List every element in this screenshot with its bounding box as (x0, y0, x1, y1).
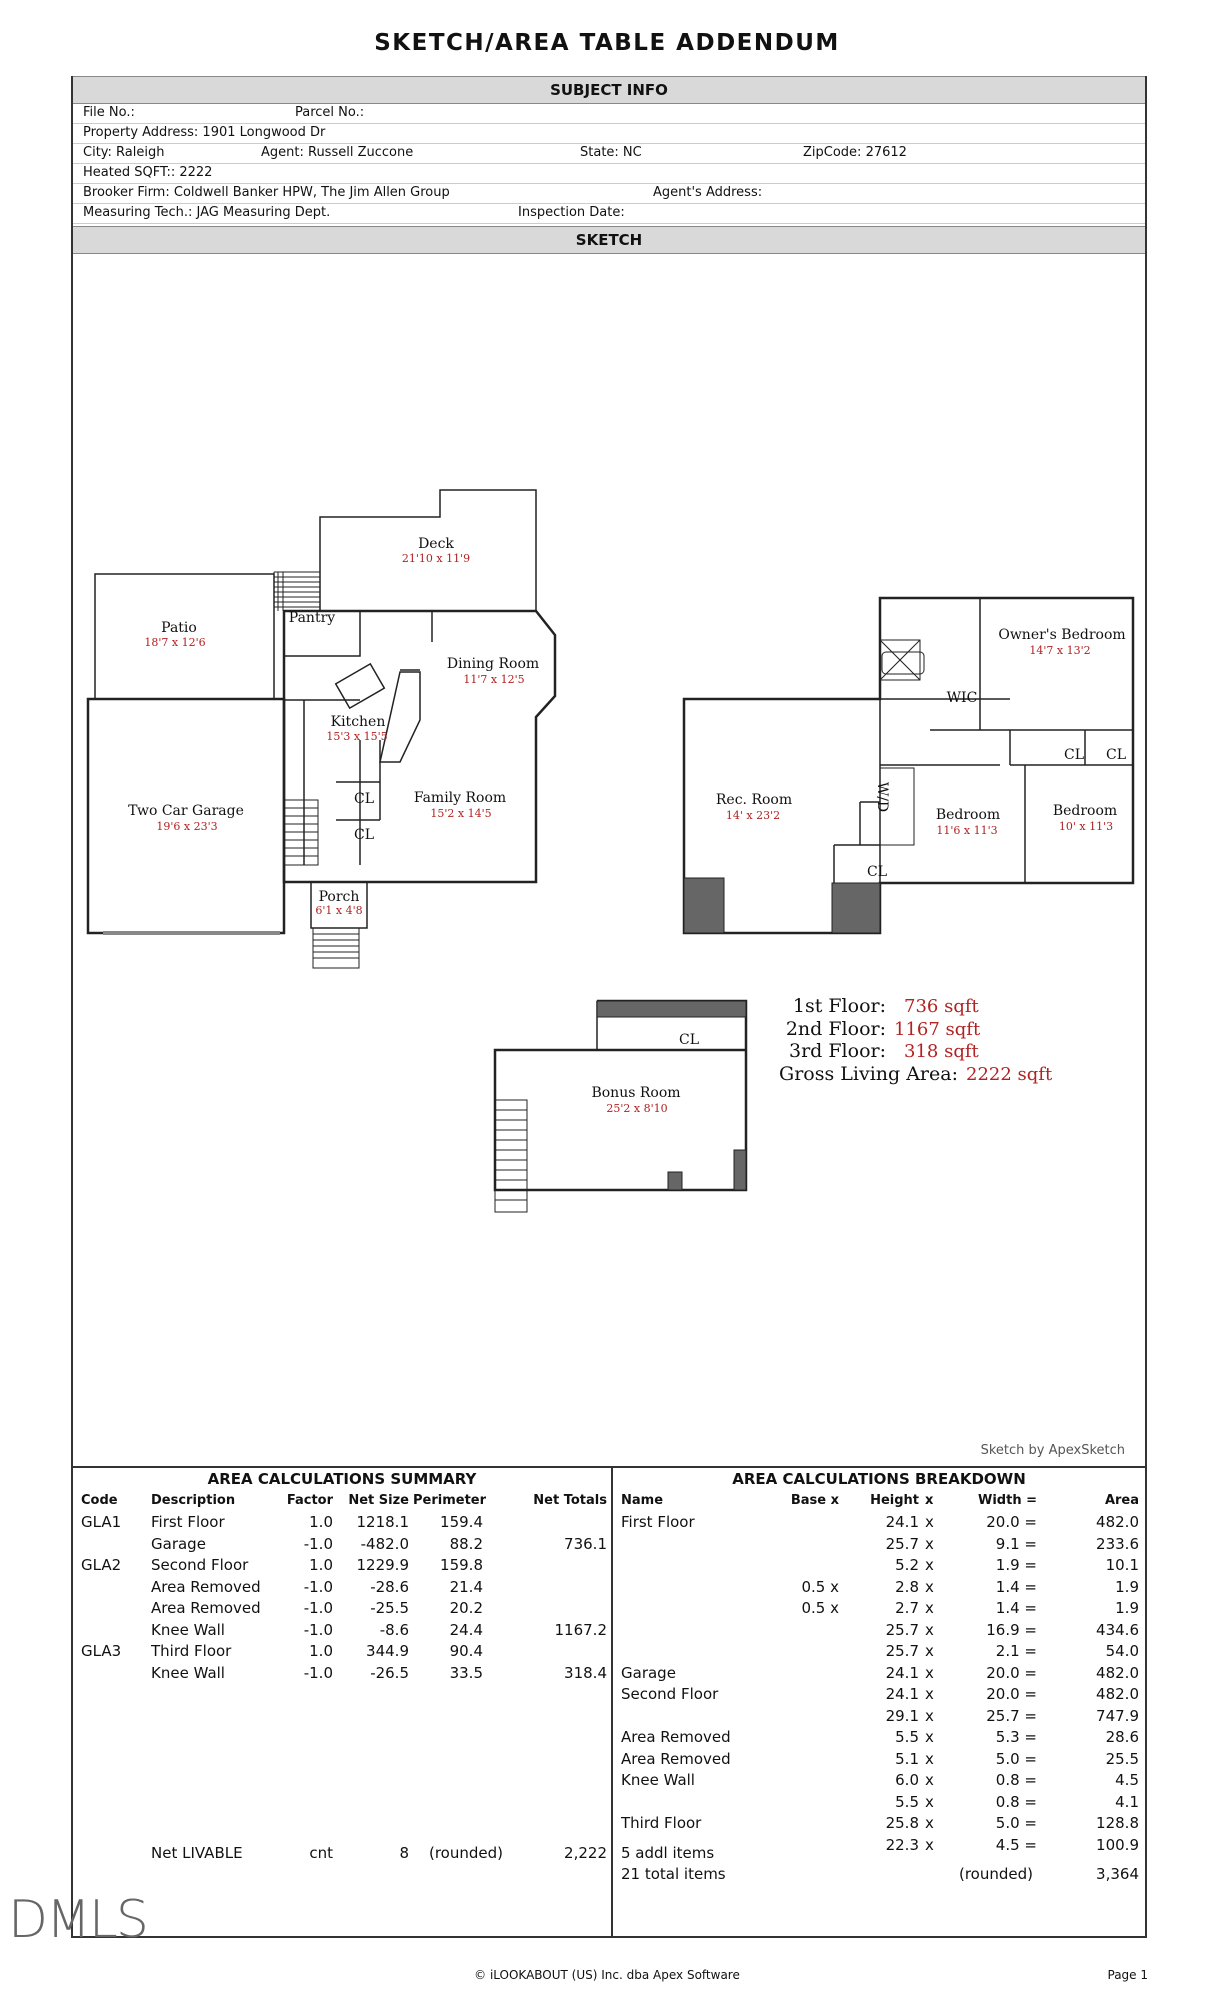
summary-cell: 24.4 (449, 1620, 483, 1639)
breakdown-cell: 25.7 (885, 1642, 919, 1660)
legend-second-floor-label: 2nd Floor: (785, 1018, 886, 1040)
summary-cell: Area Removed (151, 1599, 261, 1617)
agents-address: Agent's Address: (653, 185, 763, 200)
breakdown-cell: 9.1 = (995, 1534, 1037, 1553)
breakdown-header-area: Area (1104, 1493, 1139, 1508)
bedroom-1-dimensions: 11'6 x 11'3 (936, 824, 998, 837)
net-livable-total: 2,222 (564, 1844, 607, 1862)
breakdown-cell: 747.9 (1096, 1706, 1139, 1725)
breakdown-cell: x (925, 1577, 934, 1596)
kitchen-dimensions: 15'3 x 15'5 (326, 730, 388, 743)
breakdown-cell: 25.8 (885, 1814, 919, 1832)
state: State: NC (580, 145, 642, 160)
info-row-city (73, 143, 1145, 164)
summary-header-1: Description (151, 1493, 236, 1508)
legend-gla-label: Gross Living Area: (779, 1063, 958, 1085)
legend-first-floor-value: 736 sqft (904, 996, 979, 1017)
breakdown-cell: 54.0 (1105, 1642, 1139, 1660)
family-room-dimensions: 15'2 x 14'5 (430, 807, 492, 820)
breakdown-cell: 0.8 = (995, 1771, 1037, 1789)
summary-cell: 1229.9 (356, 1556, 409, 1574)
net-livable-rounded: (rounded) (428, 1844, 503, 1862)
summary-cell: -8.6 (379, 1620, 409, 1639)
area-summary-table (71, 1466, 613, 1938)
interior-stairs (284, 800, 318, 865)
legend-first-floor-label: 1st Floor: (792, 995, 886, 1017)
summary-cell: 736.1 (564, 1534, 607, 1553)
deck-label: Deck (418, 536, 454, 552)
floor-plan-sketch (73, 256, 1145, 1466)
summary-header-3: Net Size (348, 1493, 409, 1508)
garage-label: Two Car Garage (128, 803, 244, 819)
breakdown-cell: 25.7 (885, 1534, 919, 1553)
summary-cell: 1167.2 (554, 1620, 607, 1639)
summary-cell: Area Removed (151, 1577, 261, 1596)
summary-cell: 21.4 (449, 1577, 483, 1596)
summary-cell: First Floor (151, 1513, 225, 1531)
summary-cell: 159.4 (440, 1513, 483, 1531)
breakdown-cell: 22.3 (885, 1835, 919, 1854)
parcel-no: Parcel No.: (295, 105, 365, 120)
bonus-room-label: Bonus Room (591, 1085, 681, 1101)
zip-code: ZipCode: 27612 (803, 145, 907, 160)
info-row-address (73, 123, 1145, 144)
breakdown-cell: x (925, 1620, 934, 1639)
breakdown-title: AREA CALCULATIONS BREAKDOWN (732, 1470, 1026, 1488)
bedroom-1-label: Bedroom (935, 807, 1001, 823)
closet-label-3: CL (1063, 747, 1085, 763)
info-row-broker (73, 183, 1145, 204)
breakdown-cell: 16.9 = (986, 1620, 1037, 1639)
summary-cell: Knee Wall (151, 1620, 225, 1639)
closet-label-2: CL (353, 827, 375, 843)
breakdown-cell: 25.5 (1105, 1749, 1139, 1768)
info-row-file (73, 103, 1145, 124)
summary-cell: 33.5 (449, 1663, 483, 1682)
summary-cell: 1.0 (309, 1642, 333, 1660)
summary-cell: 159.8 (440, 1556, 483, 1574)
breakdown-cell: 1.9 = (995, 1556, 1037, 1574)
breakdown-cell: x (925, 1599, 934, 1617)
summary-cell: 90.4 (449, 1642, 483, 1660)
breakdown-cell: 25.7 = (986, 1706, 1037, 1725)
breakdown-cell: 20.0 = (986, 1685, 1037, 1703)
breakdown-cell: 20.0 = (986, 1663, 1037, 1682)
summary-cell: Knee Wall (151, 1663, 225, 1682)
breakdown-cell: x (925, 1749, 934, 1768)
deck-dimensions: 21'10 x 11'9 (401, 552, 471, 565)
owners-bedroom-dimensions: 14'7 x 13'2 (1029, 644, 1091, 657)
breakdown-cell: 2.8 (895, 1577, 919, 1596)
breakdown-cell: 2.7 (895, 1599, 919, 1617)
summary-cell: -1.0 (303, 1620, 333, 1639)
breakdown-cell: 1.9 (1115, 1599, 1139, 1617)
summary-cell: -25.5 (370, 1599, 409, 1617)
summary-cell: Garage (151, 1534, 206, 1553)
breakdown-cell: 20.0 = (986, 1513, 1037, 1531)
breakdown-cell: Garage (621, 1663, 676, 1682)
city: City: Raleigh (83, 145, 165, 160)
breakdown-cell: 100.9 (1096, 1835, 1139, 1854)
summary-header-2: Factor (286, 1493, 333, 1508)
summary-cell: 1.0 (309, 1556, 333, 1574)
pantry-label: Pantry (288, 610, 336, 626)
measuring-tech: Measuring Tech.: JAG Measuring Dept. (83, 205, 331, 220)
breakdown-cell: 482.0 (1096, 1685, 1139, 1703)
breakdown-cell: 5.2 (895, 1556, 919, 1574)
breakdown-rounded: (rounded) (958, 1865, 1033, 1883)
breakdown-cell: 5.1 (895, 1749, 919, 1768)
breakdown-cell: 4.5 = (995, 1835, 1037, 1854)
summary-cell: 20.2 (449, 1599, 483, 1617)
summary-cell: GLA1 (81, 1513, 122, 1531)
breakdown-cell: x (925, 1642, 934, 1660)
legend-second-floor-value: 1167 sqft (894, 1019, 981, 1040)
breakdown-cell: 28.6 (1105, 1728, 1139, 1746)
porch-dimensions: 6'1 x 4'8 (315, 904, 363, 917)
breakdown-cell: 0.5 x (801, 1599, 839, 1617)
agent: Agent: Russell Zuccone (261, 145, 414, 160)
breakdown-cell: 482.0 (1096, 1663, 1139, 1682)
breakdown-total: 3,364 (1096, 1865, 1139, 1883)
breakdown-cell: 233.6 (1096, 1534, 1139, 1553)
breakdown-total-items: 21 total items (621, 1865, 726, 1883)
summary-cell: -28.6 (370, 1577, 409, 1596)
inspection-date: Inspection Date: (518, 205, 625, 220)
porch-stairs (313, 928, 359, 968)
owners-bedroom-label: Owner's Bedroom (998, 627, 1126, 643)
footer-page-number: Page 1 (1107, 1968, 1148, 1982)
breakdown-cell: 0.5 x (801, 1577, 839, 1596)
wic-label: WIC (946, 690, 978, 706)
breakdown-cell: 5.0 = (995, 1814, 1037, 1832)
breakdown-header-x: x (925, 1493, 934, 1508)
summary-title: AREA CALCULATIONS SUMMARY (207, 1470, 477, 1488)
breakdown-header-base: Base x (790, 1493, 839, 1508)
breakdown-cell: 2.1 = (995, 1642, 1037, 1660)
breakdown-cell: First Floor (621, 1513, 695, 1531)
summary-header-5: Net Totals (533, 1493, 607, 1508)
washer-dryer-label: W/D (874, 781, 890, 813)
breakdown-cell: x (925, 1513, 934, 1531)
breakdown-cell: x (925, 1728, 934, 1746)
breakdown-cell: 1.4 = (995, 1577, 1037, 1596)
summary-cell: Second Floor (151, 1556, 249, 1574)
summary-cell: -26.5 (370, 1663, 409, 1682)
summary-cell: 1.0 (309, 1513, 333, 1531)
summary-cell: GLA2 (81, 1556, 122, 1574)
breakdown-cell: x (925, 1663, 934, 1682)
area-breakdown-table (611, 1466, 1147, 1938)
breakdown-cell: 6.0 (895, 1771, 919, 1789)
second-floor-knee-walls (684, 878, 880, 933)
info-row-tech (73, 203, 1145, 224)
breakdown-cell: x (925, 1556, 934, 1574)
subject-info-header: SUBJECT INFO (73, 76, 1145, 104)
file-no: File No.: (83, 105, 135, 120)
breakdown-cell: 0.8 = (995, 1792, 1037, 1811)
broker-firm: Brooker Firm: Coldwell Banker HPW, The Jim Allen Group (83, 185, 450, 200)
rec-room-label: Rec. Room (715, 792, 793, 808)
closet-label-1: CL (353, 791, 375, 807)
breakdown-cell: x (925, 1534, 934, 1553)
porch-label: Porch (318, 889, 360, 905)
breakdown-cell: Second Floor (621, 1685, 719, 1703)
garage-dimensions: 19'6 x 23'3 (156, 820, 218, 833)
summary-header-0: Code (81, 1493, 118, 1508)
summary-cell: 88.2 (449, 1534, 483, 1553)
closet-label-4: CL (1105, 747, 1127, 763)
bedroom-2-label: Bedroom (1052, 803, 1118, 819)
dining-room-label: Dining Room (446, 656, 540, 672)
breakdown-header-width: Width = (978, 1493, 1037, 1508)
breakdown-cell: 434.6 (1096, 1620, 1139, 1639)
breakdown-cell: 10.1 (1105, 1556, 1139, 1574)
summary-header-4: Perimeter (413, 1493, 487, 1508)
net-livable-count: 8 (399, 1844, 409, 1862)
rec-room-dimensions: 14' x 23'2 (725, 809, 781, 822)
breakdown-cell: x (925, 1771, 934, 1789)
breakdown-cell: 5.0 = (995, 1749, 1037, 1768)
breakdown-cell: Area Removed (621, 1728, 731, 1746)
main-floor-outline (284, 611, 555, 882)
breakdown-cell: 5.3 = (995, 1728, 1037, 1746)
property-address: Property Address: 1901 Longwood Dr (83, 125, 326, 140)
kitchen-label: Kitchen (330, 714, 386, 730)
summary-cell: -482.0 (360, 1534, 409, 1553)
breakdown-cell: x (925, 1706, 934, 1725)
summary-cell: 318.4 (564, 1663, 607, 1682)
family-room-label: Family Room (413, 790, 507, 806)
info-row-sqft (73, 163, 1145, 184)
breakdown-cell: 24.1 (885, 1513, 919, 1531)
legend-gla-value: 2222 sqft (966, 1064, 1053, 1085)
breakdown-cell: 1.9 (1115, 1577, 1139, 1596)
closet-label-6: CL (678, 1032, 700, 1048)
deck-stairs (274, 572, 320, 611)
summary-cell: -1.0 (303, 1663, 333, 1682)
summary-cell: -1.0 (303, 1577, 333, 1596)
breakdown-header-height: Height (870, 1493, 919, 1508)
closet-label-5: CL (866, 864, 888, 880)
breakdown-cell: Knee Wall (621, 1771, 695, 1789)
breakdown-header-name: Name (621, 1493, 664, 1508)
breakdown-cell: 24.1 (885, 1685, 919, 1703)
patio-dimensions: 18'7 x 12'6 (144, 636, 206, 649)
breakdown-cell: x (925, 1814, 934, 1832)
breakdown-cell: 5.5 (895, 1792, 919, 1811)
net-livable-label: Net LIVABLE (151, 1844, 243, 1862)
breakdown-cell: x (925, 1792, 934, 1811)
summary-cell: -1.0 (303, 1599, 333, 1617)
breakdown-cell: 25.7 (885, 1620, 919, 1639)
summary-cell: -1.0 (303, 1534, 333, 1553)
net-livable-cnt: cnt (309, 1844, 333, 1862)
bedroom-2-dimensions: 10' x 11'3 (1058, 820, 1114, 833)
page-title: SKETCH/AREA TABLE ADDENDUM (374, 30, 840, 56)
breakdown-cell: 482.0 (1096, 1513, 1139, 1531)
breakdown-cell: 29.1 (885, 1706, 919, 1725)
footer-copyright: © iLOOKABOUT (US) Inc. dba Apex Software (474, 1968, 740, 1982)
bonus-room-dimensions: 25'2 x 8'10 (606, 1102, 668, 1115)
third-floor-stairs (495, 1100, 527, 1212)
breakdown-cell: 5.5 (895, 1728, 919, 1746)
sketch-credit: Sketch by ApexSketch (980, 1443, 1125, 1458)
breakdown-cell: x (925, 1835, 934, 1854)
breakdown-cell: 1.4 = (995, 1599, 1037, 1617)
legend-third-floor-label: 3rd Floor: (789, 1040, 886, 1062)
dining-room-dimensions: 11'7 x 12'5 (463, 673, 525, 686)
breakdown-cell: 4.1 (1115, 1792, 1139, 1811)
sketch-header: SKETCH (73, 226, 1145, 254)
patio-label: Patio (161, 620, 197, 636)
breakdown-cell: 4.5 (1115, 1771, 1139, 1789)
breakdown-cell: 128.8 (1096, 1814, 1139, 1832)
summary-cell: 344.9 (366, 1642, 409, 1660)
breakdown-cell: Third Floor (621, 1814, 702, 1832)
breakdown-cell: Area Removed (621, 1749, 731, 1768)
breakdown-cell: x (925, 1685, 934, 1703)
breakdown-addl-items: 5 addl items (621, 1844, 715, 1862)
summary-cell: GLA3 (81, 1642, 122, 1660)
summary-cell: 1218.1 (356, 1513, 409, 1531)
summary-cell: Third Floor (151, 1642, 232, 1660)
heated-sqft: Heated SQFT:: 2222 (83, 165, 213, 180)
breakdown-cell: 24.1 (885, 1663, 919, 1682)
legend-third-floor-value: 318 sqft (904, 1041, 979, 1062)
mls-watermark: DMLS (8, 1890, 147, 1950)
